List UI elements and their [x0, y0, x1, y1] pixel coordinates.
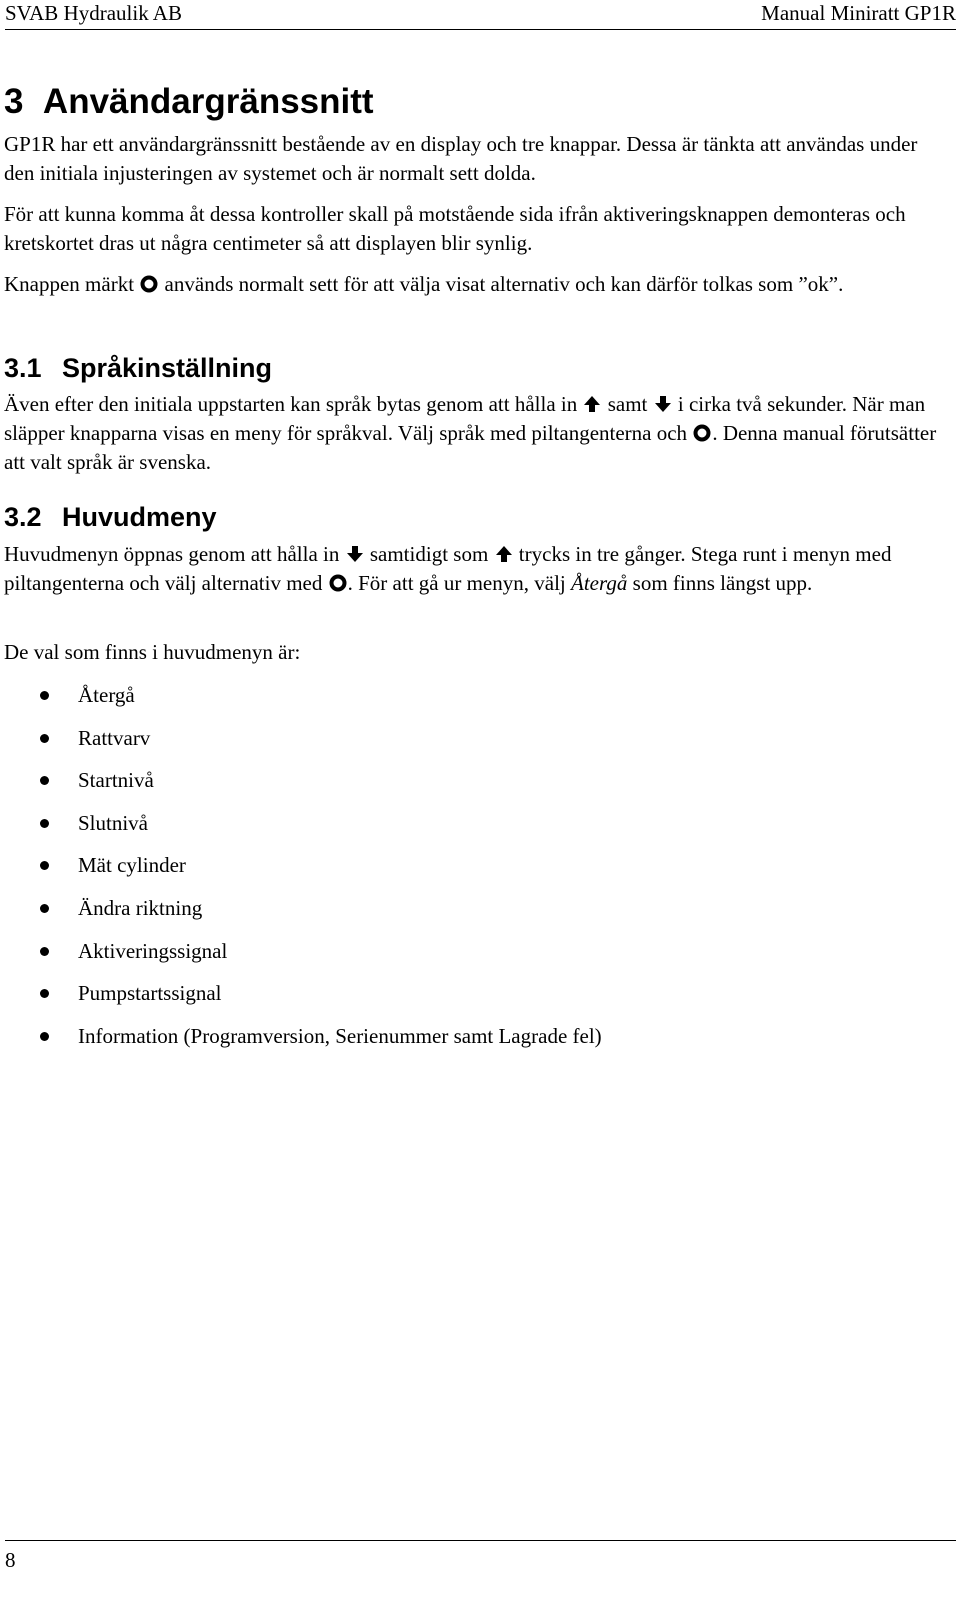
- ok-ring-icon: [329, 574, 347, 592]
- bullet-icon: [40, 776, 49, 785]
- bullet-icon: [40, 1032, 49, 1041]
- bullet-icon: [40, 819, 49, 828]
- bullet-icon: [40, 734, 49, 743]
- subsection-number: 3.2: [4, 502, 42, 532]
- intro-paragraph-2: För att kunna komma åt dessa kontroller skall på motstående sida ifrån aktiveringsknappen demonteras och kretskortet dras ut några centimeter så att displayen blir synlig.: [4, 202, 906, 255]
- subsection-title: Huvudmeny: [62, 502, 217, 532]
- list-item: [0, 719, 930, 762]
- list-item-label: Startnivå: [78, 768, 154, 793]
- bullet-icon: [40, 904, 49, 913]
- list-item-label: Slutnivå: [78, 810, 149, 835]
- bullet-icon: [40, 947, 49, 956]
- section-number: 3: [4, 82, 24, 121]
- list-item: [0, 761, 930, 804]
- list-item: [0, 846, 930, 889]
- list-item-label: Pumpstartssignal: [78, 981, 222, 1006]
- body-text: som finns längst upp.: [632, 571, 813, 595]
- list-item-label: Ändra riktning: [78, 895, 203, 920]
- subsection-number: 3.1: [4, 353, 42, 383]
- subsection-title: Språkinställning: [62, 353, 273, 383]
- body-text: . Denna manual förutsätter att valt språk är svenska.: [4, 421, 937, 474]
- language-paragraph: [4, 390, 939, 477]
- intro-paragraph-3: [4, 270, 939, 299]
- subsection-heading-main-menu: [4, 501, 217, 533]
- ok-ring-icon: [140, 275, 158, 293]
- list-item-label: Mät cylinder: [78, 853, 186, 878]
- subsection-heading-language: [4, 352, 272, 384]
- section-heading: [4, 82, 374, 122]
- intro-paragraph-1: GP1R har ett användargränssnitt bestående av en display och tre knappar. Dessa är tänkta att användas under den initiala injusteringen av systemet och är normalt sett dolda.: [4, 132, 918, 185]
- bullet-icon: [40, 989, 49, 998]
- intro-text: används normalt sett för att välja visat alternativ och kan därför tolkas som ”ok”.: [164, 272, 844, 296]
- arrow-down-icon: [346, 545, 364, 563]
- list-item: [0, 932, 930, 975]
- menu-list-intro: De val som finns i huvudmenyn är:: [4, 640, 301, 664]
- ok-ring-icon: [693, 424, 711, 442]
- list-item: [0, 1017, 930, 1060]
- list-item: [0, 804, 930, 847]
- section-title: Användargränssnitt: [42, 82, 374, 121]
- main-menu-options-list: [0, 676, 930, 1059]
- list-item: [0, 889, 930, 932]
- page-header: [5, 0, 956, 30]
- arrow-up-icon: [583, 395, 601, 413]
- body-text: Även efter den initiala uppstarten kan språk bytas genom att hålla in: [4, 392, 578, 416]
- bullet-icon: [40, 691, 49, 700]
- list-item: [0, 676, 930, 719]
- bullet-icon: [40, 861, 49, 870]
- body-text: samtidigt som: [369, 542, 489, 566]
- list-item-label: Information (Programversion, Serienummer samt Lagrade fel): [78, 1023, 602, 1048]
- body-text: Huvudmenyn öppnas genom att hålla in: [4, 542, 340, 566]
- header-company: SVAB Hydraulik AB: [5, 1, 182, 25]
- menu-option-name: Återgå: [571, 571, 628, 595]
- body-text: trycks in tre gånger. Stega runt i menyn med piltangenterna och välj alternativ med: [4, 542, 892, 595]
- header-manual-title: Manual Miniratt GP1R: [761, 1, 956, 25]
- body-text: samt: [607, 392, 648, 416]
- list-item-label: Aktiveringssignal: [78, 938, 228, 963]
- page-number: 8: [5, 1548, 16, 1572]
- list-item-label: Återgå: [78, 683, 135, 707]
- list-item: [0, 974, 930, 1017]
- intro-text: Knappen märkt: [4, 272, 135, 296]
- arrow-down-icon: [654, 395, 672, 413]
- main-menu-paragraph: [4, 540, 939, 598]
- list-item-label: Rattvarv: [78, 725, 151, 750]
- body-text: . För att gå ur menyn, välj: [347, 571, 566, 595]
- arrow-up-icon: [495, 545, 513, 563]
- footer-rule: [5, 1540, 956, 1541]
- body-text: i cirka två sekunder. När man släpper knapparna visas en meny för språkval. Välj språk med piltangenterna och: [4, 392, 926, 445]
